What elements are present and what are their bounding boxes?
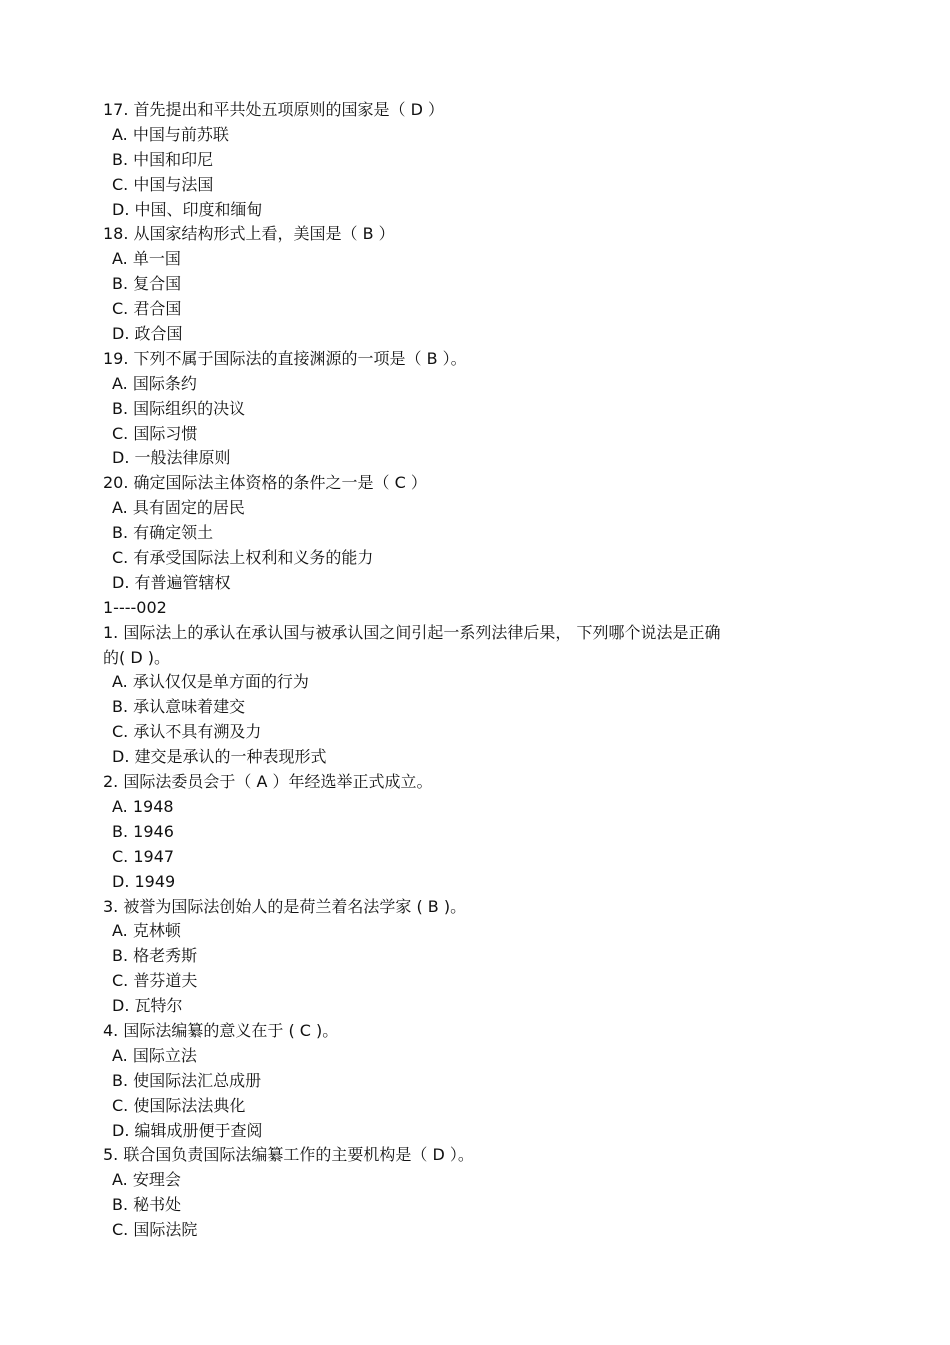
option-line: D. 一般法律原则	[112, 448, 231, 468]
question-line: 3. 被誉为国际法创始人的是荷兰着名法学家 ( B )。	[103, 896, 467, 916]
option-line: B. 国际组织的决议	[112, 398, 246, 418]
option-line: A. 具有固定的居民	[112, 498, 245, 518]
option-line: A. 国际立法	[112, 1045, 197, 1065]
option-line: C. 承认不具有溯及力	[112, 722, 262, 742]
option-line: D. 瓦特尔	[112, 996, 183, 1016]
option-line: A. 单一国	[112, 249, 181, 269]
option-line: B. 有确定领土	[112, 523, 214, 543]
option-line: A. 承认仅仅是单方面的行为	[112, 672, 309, 692]
option-line: B. 承认意味着建交	[112, 697, 246, 717]
option-line: D. 中国、印度和缅甸	[112, 199, 263, 219]
question-line: 1. 国际法上的承认在承认国与被承认国之间引起一系列法律后果， 下列哪个说法是正确	[103, 622, 721, 642]
option-line: B. 使国际法汇总成册	[112, 1070, 262, 1090]
question-line: 20. 确定国际法主体资格的条件之一是（ C ）	[103, 473, 427, 493]
option-line: D. 建交是承认的一种表现形式	[112, 747, 327, 767]
question-line: 2. 国际法委员会于（ A ）年经选举正式成立。	[103, 772, 433, 792]
option-line: C. 中国与法国	[112, 174, 214, 194]
question-continuation: 的( D )。	[103, 647, 170, 667]
question-line: 17. 首先提出和平共处五项原则的国家是（ D ）	[103, 100, 445, 119]
option-line: B. 1946	[112, 821, 174, 841]
option-line: C. 1947	[112, 846, 175, 866]
option-line: D. 1949	[112, 871, 176, 891]
question-line: 4. 国际法编纂的意义在于 ( C )。	[103, 1020, 339, 1040]
option-line: C. 普芬道夫	[112, 971, 198, 991]
option-line: A. 1948	[112, 796, 174, 816]
section-label: 1----002	[103, 597, 167, 617]
option-line: B. 格老秀斯	[112, 946, 198, 966]
question-line: 5. 联合国负责国际法编纂工作的主要机构是（ D ）。	[103, 1145, 474, 1165]
question-list	[0, 98, 950, 1243]
option-line: B. 复合国	[112, 274, 182, 294]
option-line: A. 中国与前苏联	[112, 124, 229, 144]
option-line: D. 有普遍管辖权	[112, 572, 231, 592]
option-line: D. 编辑成册便于查阅	[112, 1120, 263, 1140]
option-line: D. 政合国	[112, 324, 183, 344]
option-line: C. 国际法院	[112, 1220, 198, 1240]
question-line: 19. 下列不属于国际法的直接渊源的一项是（ B ）。	[103, 348, 467, 368]
option-line: C. 使国际法法典化	[112, 1095, 246, 1115]
option-line: B. 秘书处	[112, 1195, 182, 1215]
option-line: A. 克林顿	[112, 921, 181, 941]
option-line: C. 君合国	[112, 299, 182, 319]
option-line: C. 国际习惯	[112, 423, 198, 443]
option-line: A. 国际条约	[112, 373, 197, 393]
question-line: 18. 从国家结构形式上看，美国是（ B ）	[103, 224, 395, 244]
option-line: C. 有承受国际法上权利和义务的能力	[112, 548, 374, 568]
option-line: A. 安理会	[112, 1170, 181, 1190]
option-line: B. 中国和印尼	[112, 149, 214, 169]
